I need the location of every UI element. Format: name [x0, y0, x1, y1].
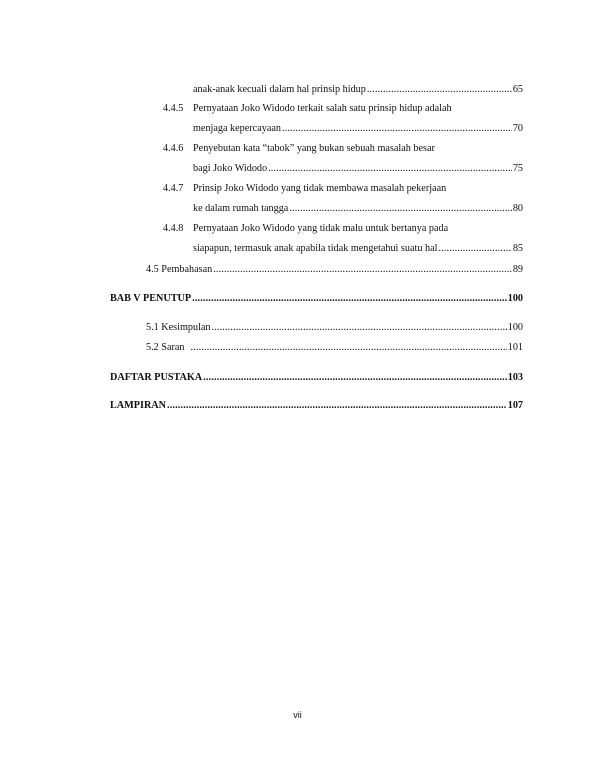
toc-entry-title: ke dalam rumah tangga	[193, 203, 289, 214]
toc-entry-page: 103	[507, 372, 523, 383]
toc-entry-page: 89	[512, 264, 523, 275]
toc-entry-page: 85	[512, 243, 523, 254]
dot-leader	[282, 122, 512, 135]
dot-leader	[212, 321, 507, 334]
toc-entry-title: 4.5 Pembahasan	[146, 264, 213, 275]
toc-entry-title: bagi Joko Widodo	[193, 163, 268, 174]
toc-entry-4-4-8	[163, 222, 523, 235]
dot-leader	[192, 292, 507, 305]
toc-entry-title: menjaga kepercayaan	[193, 123, 281, 134]
toc-entry-page: 101	[507, 342, 523, 353]
toc-entry-page: 100	[507, 322, 523, 333]
toc-entry-continuation	[193, 162, 523, 175]
toc-entry-4-4-6	[163, 142, 523, 155]
toc-chapter-lampiran	[110, 399, 523, 412]
dot-leader	[268, 162, 512, 175]
toc-entry-page: 65	[512, 84, 523, 95]
toc-entry-page: 75	[512, 163, 523, 174]
dot-leader	[213, 263, 512, 276]
toc-entry-page: 70	[512, 123, 523, 134]
dot-leader	[438, 242, 511, 255]
toc-entry-title: Pernyataan Joko Widodo yang tidak malu untuk bertanya pada	[193, 223, 449, 234]
toc-entry-4-5	[146, 263, 523, 276]
toc-entry-title: Penyebutan kata “tabok” yang bukan sebuah masalah besar	[193, 143, 435, 154]
dot-leader	[367, 83, 512, 96]
dot-leader	[167, 399, 507, 412]
toc-entry-title: siapapun, termasuk anak apabila tidak mengetahui suatu hal	[193, 243, 438, 254]
toc-entry-continuation	[193, 83, 523, 96]
toc-entry-title: BAB V PENUTUP	[110, 293, 192, 304]
toc-entry-page: 80	[512, 203, 523, 214]
toc-chapter-daftar-pustaka	[110, 371, 523, 384]
toc-entry-4-4-7	[163, 182, 523, 195]
toc-entry-title: Pernyataan Joko Widodo terkait salah satu prinsip hidup adalah	[193, 103, 452, 114]
toc-entry-number: 4.4.6	[163, 143, 184, 154]
dot-leader	[203, 371, 507, 384]
toc-entry-continuation	[193, 242, 523, 255]
toc-entry-title: 5.2 Saran	[146, 342, 185, 353]
toc-entry-page: 100	[507, 293, 523, 304]
toc-entry-continuation	[193, 202, 523, 215]
toc-entry-page: 107	[507, 400, 523, 411]
toc-entry-title: Prinsip Joko Widodo yang tidak membawa masalah pekerjaan	[193, 183, 447, 194]
toc-entry-continuation	[193, 122, 523, 135]
toc-entry-4-4-5	[163, 102, 523, 115]
toc-entry-title: 5.1 Kesimpulan	[146, 322, 211, 333]
toc-entry-5-1	[146, 321, 523, 334]
toc-entry-number: 4.4.7	[163, 183, 184, 194]
toc-entry-title: DAFTAR PUSTAKA	[110, 372, 203, 383]
toc-entry-number: 4.4.5	[163, 103, 184, 114]
toc-entry-5-2	[146, 341, 523, 354]
page-number: vii	[293, 710, 302, 720]
toc-entry-title: LAMPIRAN	[110, 400, 167, 411]
toc-entry-title: anak-anak kecuali dalam hal prinsip hidup	[193, 84, 366, 95]
dot-leader	[190, 341, 506, 354]
toc-entry-number: 4.4.8	[163, 223, 184, 234]
toc-chapter-bab-v	[110, 292, 523, 305]
dot-leader	[289, 202, 511, 215]
